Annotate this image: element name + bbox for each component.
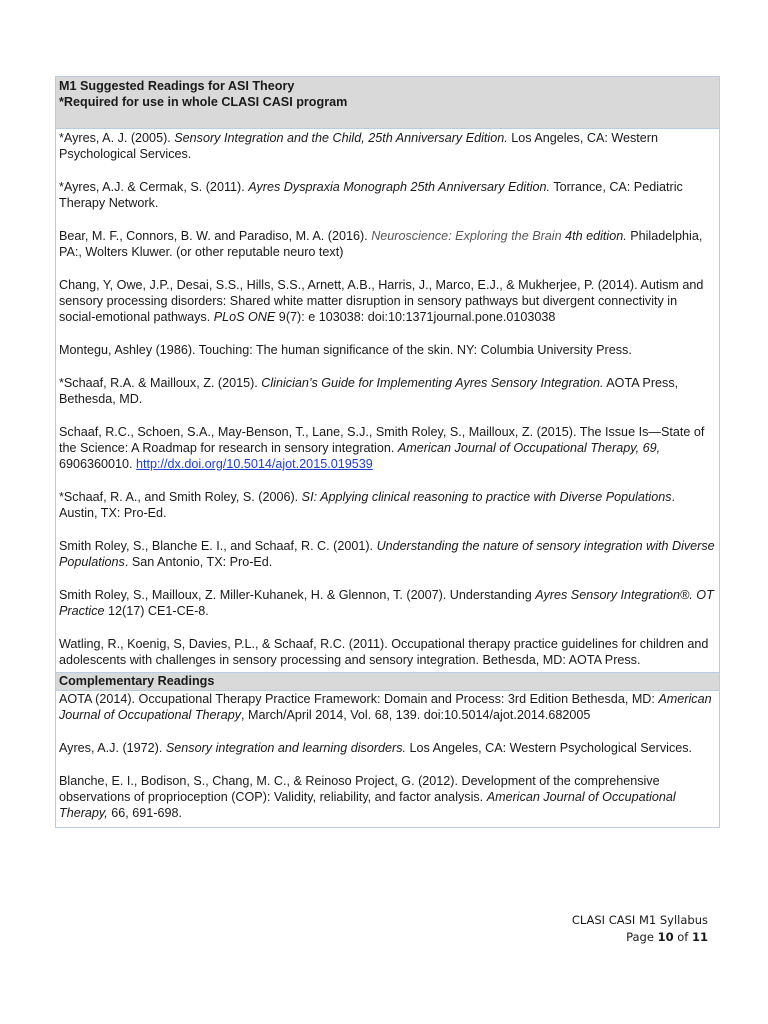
readings-table (55, 76, 720, 828)
page-footer (572, 912, 708, 946)
reference-blanche-2012: Blanche, E. I., Bodison, S., Chang, M. C., & Reinoso Project, G. (2012). Development of the comprehensive observations of proprioception (COP): Validity, reliability, and factor analysis. American Journal of Occupational Therapy, 66, 691-698. (59, 774, 676, 820)
complementary-readings-list (56, 691, 720, 828)
reference-smith-roley-2007: Smith Roley, S., Mailloux, Z. Miller-Kuhanek, H. & Glennon, T. (2007). Understanding Ayres Sensory Integration®. OT Practice 12(17) CE1-CE-8. (59, 588, 714, 618)
reference-ayres-1972: Ayres, A.J. (1972). Sensory integration and learning disorders. Los Angeles, CA: Western Psychological Services. (59, 741, 693, 755)
reference-schaaf-2015-guide: *Schaaf, R.A. & Mailloux, Z. (2015). Clinician’s Guide for Implementing Ayres Sensory Integration. AOTA Press, Bethesda, MD. (59, 376, 679, 406)
reference-ayres-2005: *Ayres, A. J. (2005). Sensory Integration and the Child, 25th Anniversary Edition. Los Angeles, CA: Western Psychological Services. (59, 131, 659, 161)
section-subtitle: *Required for use in whole CLASI CASI program (59, 95, 348, 109)
reference-bear-2016: Bear, M. F., Connors, B. W. and Paradiso, M. A. (2016). Neuroscience: Exploring the Brain 4th edition. Philadelphia, PA:, Wolters Kluwer. (or other reputable neuro text) (59, 229, 703, 259)
complementary-readings-header (56, 673, 720, 691)
reference-aota-2014: AOTA (2014). Occupational Therapy Practice Framework: Domain and Process: 3rd Edition Bethesda, MD: American Journal of Occupational Therapy, March/April 2014, Vol. 68, 139. doi:10.5014/ajot.2014.682005 (59, 692, 712, 722)
reference-chang-2014: Chang, Y, Owe, J.P., Desai, S.S., Hills, S.S., Arnett, A.B., Harris, J., Marco, E.J., & Mukherjee, P. (2014). Autism and sensory processing disorders: Shared white matter disruption in sensory pathways but divergent connectivity in social-emotional pathways. PLoS ONE 9(7): e 103038: doi:10:1371journal.pone.0103038 (59, 278, 704, 324)
complementary-title: Complementary Readings (59, 674, 215, 688)
reference-ayres-2011: *Ayres, A.J. & Cermak, S. (2011). Ayres Dyspraxia Monograph 25th Anniversary Edition. Torrance, CA: Pediatric Therapy Network. (59, 180, 683, 210)
reference-schaaf-2006: *Schaaf, R. A., and Smith Roley, S. (2006). SI: Applying clinical reasoning to practice with Diverse Populations. Austin, TX: Pro-Ed. (59, 490, 676, 520)
page-number: Page 10 of 11 (626, 930, 708, 944)
doi-link[interactable]: http://dx.doi.org/10.5014/ajot.2015.019539 (136, 457, 373, 471)
reference-watling-2011: Watling, R., Koenig, S, Davies, P.L., & Schaaf, R.C. (2011). Occupational therapy practice guidelines for children and adolescents with challenges in sensory processing and sensory integration. Bethesda, MD: AOTA Press. (59, 637, 709, 667)
reference-montegu-1986: Montegu, Ashley (1986). Touching: The human significance of the skin. NY: Columbia University Press. (59, 343, 632, 357)
section-title: M1 Suggested Readings for ASI Theory (59, 79, 295, 93)
footer-doc-title: CLASI CASI M1 Syllabus (571, 913, 708, 927)
reference-smith-roley-2001: Smith Roley, S., Blanche E. I., and Schaaf, R. C. (2001). Understanding the nature of sensory integration with Diverse Populations. San Antonio, TX: Pro-Ed. (59, 539, 715, 569)
suggested-readings-list (56, 129, 720, 673)
reference-schaaf-2015-roadmap: Schaaf, R.C., Schoen, S.A., May-Benson, T., Lane, S.J., Smith Roley, S., Mailloux, Z. (2015). The Issue Is—State of the Science: A Roadmap for research in sensory integration. American Journal of Occupational Therapy, 69, 6906360010. http://dx.doi.org/10.5014/ajot.2015.019539 (59, 425, 705, 471)
suggested-readings-header (56, 77, 720, 129)
